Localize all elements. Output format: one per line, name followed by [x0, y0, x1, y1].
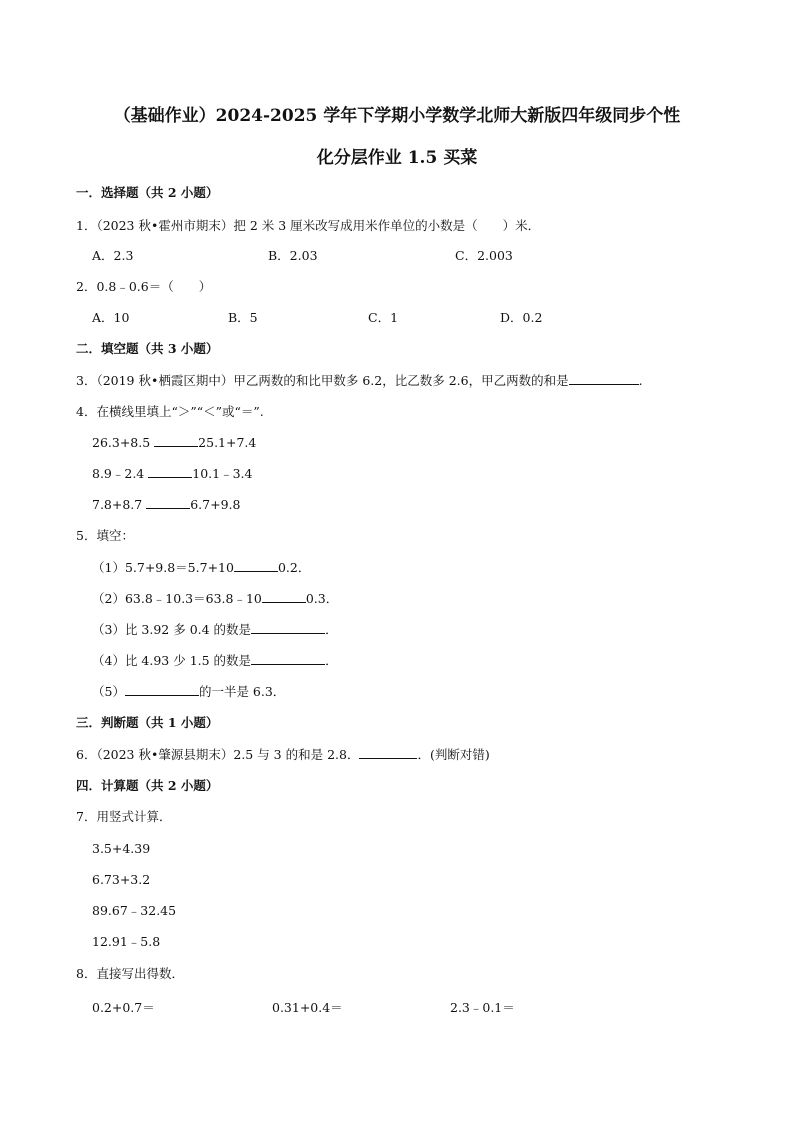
question-1-option-b: B．2.03	[268, 248, 318, 263]
question-2-option-a: A．10	[92, 310, 130, 325]
question-3	[76, 372, 643, 390]
expression-right: 6.7+9.8	[190, 497, 241, 512]
question-5-stem: 5．填空：	[76, 528, 134, 543]
answer-blank[interactable]	[251, 652, 325, 665]
question-2-stem: 2．0.8﹣0.6＝（ ）	[76, 279, 212, 294]
question-7-item-2: 6.73+3.2	[92, 872, 151, 887]
document-title-line2: 化分层作业 1.5 买菜	[316, 148, 478, 168]
answer-blank[interactable]	[251, 621, 325, 634]
item-text: （5）	[92, 684, 125, 699]
item-text: （3）比 3.92 多 0.4 的数是	[92, 622, 252, 637]
expression-right: 10.1﹣3.4	[192, 466, 253, 481]
answer-blank[interactable]	[146, 496, 190, 509]
item-text-end: 的一半是 6.3．	[198, 684, 286, 699]
question-4-stem: 4．在横线里填上“＞”“＜”或“＝”.	[76, 404, 264, 419]
section-heading-fill: 二．填空题（共 3 小题）	[76, 341, 219, 356]
answer-blank[interactable]	[262, 590, 306, 603]
question-8-item-1: 0.2+0.7＝	[92, 1000, 155, 1015]
item-text-end: ．	[325, 653, 338, 668]
question-5-item-2	[92, 590, 338, 608]
item-text-end: ．	[325, 622, 338, 637]
answer-blank[interactable]	[154, 434, 198, 447]
question-4-item-3	[92, 496, 240, 514]
expression-left: 7.8+8.7	[92, 497, 143, 512]
question-6-end: ．(判断对错)	[417, 747, 490, 762]
question-6-stem: 6．（2023 秋•肇源县期末）2.5 与 3 的和是 2.8．	[76, 747, 360, 762]
question-3-stem: 3．（2019 秋•栖霞区期中）甲乙两数的和比甲数多 6.2，比乙数多 2.6，甲乙两数的和是	[76, 373, 569, 388]
question-2-option-c: C．1	[368, 310, 399, 325]
answer-blank[interactable]	[125, 683, 199, 696]
question-2-option-b: B．5	[228, 310, 258, 325]
item-text-end: 0.3．	[305, 591, 339, 606]
expression-left: 8.9﹣2.4	[92, 466, 145, 481]
question-4-item-1	[92, 434, 256, 452]
answer-blank[interactable]	[359, 746, 417, 759]
question-8-item-2: 0.31+0.4＝	[272, 1000, 343, 1015]
question-4-item-2	[92, 465, 252, 483]
question-7-item-1: 3.5+4.39	[92, 841, 151, 856]
expression-right: 25.1+7.4	[198, 435, 257, 450]
answer-blank[interactable]	[234, 559, 278, 572]
section-heading-calc: 四．计算题（共 2 小题）	[76, 778, 219, 793]
section-heading-choice: 一．选择题（共 2 小题）	[76, 185, 219, 200]
question-8-stem: 8．直接写出得数．	[76, 966, 184, 981]
section-heading-judge: 三．判断题（共 1 小题）	[76, 715, 219, 730]
question-5-item-1	[92, 559, 310, 577]
item-text: （4）比 4.93 少 1.5 的数是	[92, 653, 252, 668]
question-7-item-3: 89.67﹣32.45	[92, 903, 177, 918]
question-6	[76, 746, 490, 764]
question-7-item-4: 12.91﹣5.8	[92, 934, 161, 949]
item-text-end: 0.2．	[277, 560, 311, 575]
question-8-item-3: 2.3﹣0.1＝	[450, 1000, 515, 1015]
answer-blank[interactable]	[148, 465, 192, 478]
item-text: （2）63.8﹣10.3＝63.8﹣10	[92, 591, 262, 606]
question-3-end: .	[638, 373, 643, 388]
question-1-option-c: C．2.003	[455, 248, 513, 263]
question-1-option-a: A．2.3	[92, 248, 134, 263]
question-7-stem: 7．用竖式计算．	[76, 809, 172, 824]
question-5-item-5	[92, 683, 285, 701]
question-5-item-3	[92, 621, 338, 639]
question-5-item-4	[92, 652, 338, 670]
document-title-line1: （基础作业）2024-2025 学年下学期小学数学北师大新版四年级同步个性	[113, 106, 681, 126]
item-text: （1）5.7+9.8＝5.7+10	[92, 560, 234, 575]
question-1-stem: 1．（2023 秋•霍州市期末）把 2 米 3 厘米改写成用米作单位的小数是（ ）米．	[76, 218, 541, 233]
answer-blank[interactable]	[569, 372, 639, 385]
question-2-option-d: D．0.2	[500, 310, 543, 325]
expression-left: 26.3+8.5	[92, 435, 151, 450]
